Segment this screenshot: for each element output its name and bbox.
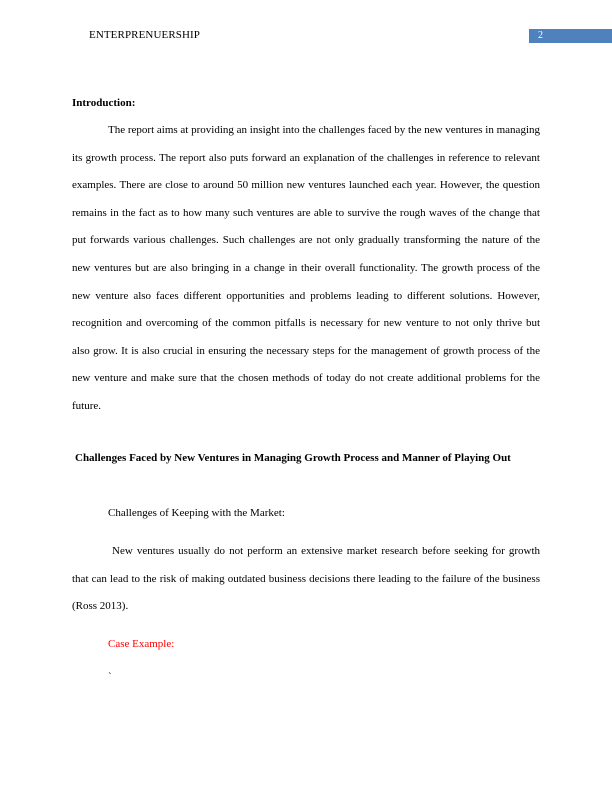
market-subheading: Challenges of Keeping with the Market: — [108, 507, 285, 519]
case-example-label: Case Example: — [108, 638, 175, 650]
section-heading: Challenges Faced by New Ventures in Managing Growth Process and Manner of Playing Out — [75, 452, 511, 464]
introduction-heading: Introduction: — [72, 97, 136, 109]
trailing-mark: ` — [108, 671, 112, 683]
page-number-badge: 2 — [529, 29, 612, 43]
introduction-paragraph: The report aims at providing an insight into the challenges faced by the new ventures in managing its growth process. The report also puts forward an explanation of the challenges in reference to relevant examples. There are close to around 50 million new ventures launched each year. However, the question remains in the fact as to how many such ventures are able to survive the rough waves of the change that put forwards various challenges. Such challenges are not only gradually transforming the nature of the new ventures but are also bringing in a change in their overall functionality. The growth process of the new venture also faces different opportunities and problems leading to different solutions. However, recognition and overcoming of the common pitfalls is necessary for new venture to not only thrive but also grow. It is also crucial in ensuring the necessary steps for the management of growth process of the new venture and make sure that the chosen methods of today do not create additional problems for the future. — [72, 124, 540, 412]
running-header-title: ENTERPRENUERSHIP — [89, 29, 200, 41]
market-paragraph: New ventures usually do not perform an extensive market research before seeking for growth that can lead to the risk of making outdated business decisions there leading to the failure of the business (Ross 2013). — [72, 545, 540, 613]
